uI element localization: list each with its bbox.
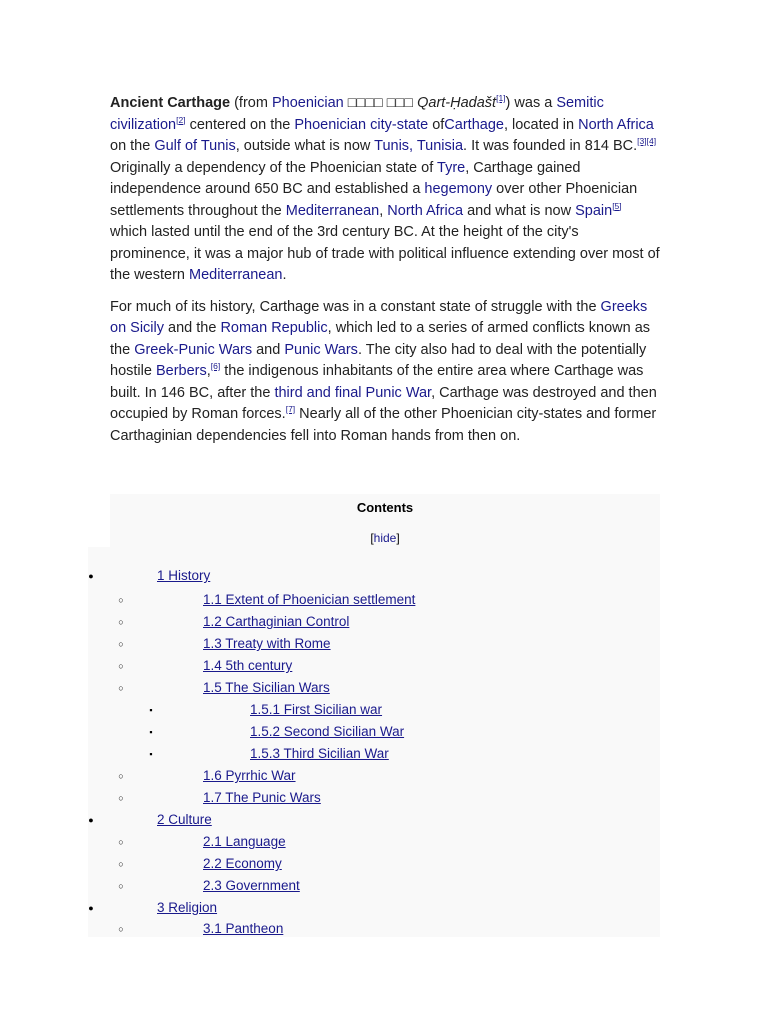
bullet-icon: ● bbox=[88, 815, 94, 825]
link-greeks-on-sicily[interactable]: Greeks on Sicily bbox=[110, 298, 648, 336]
bullet-icon: ▪ bbox=[149, 727, 153, 737]
article-body bbox=[110, 93, 662, 447]
link-spain[interactable]: Spain bbox=[575, 202, 613, 219]
link-tyre[interactable]: Tyre bbox=[437, 159, 466, 176]
toc-link-5th-century[interactable]: 1.4 5th century bbox=[203, 658, 293, 673]
ref-6[interactable]: [6] bbox=[210, 361, 221, 372]
toc-link-language[interactable]: 2.1 Language bbox=[203, 834, 286, 849]
link-punic-wars[interactable]: Punic Wars bbox=[284, 341, 358, 358]
link-semitic-civilization[interactable]: Semitic civilization bbox=[110, 95, 604, 133]
bullet-icon: ○ bbox=[118, 617, 124, 627]
bullet-icon: ▪ bbox=[149, 749, 153, 759]
link-greek-punic-wars[interactable]: Greek-Punic Wars bbox=[134, 341, 253, 358]
toc-title: Contents bbox=[356, 500, 414, 515]
intro-paragraph: Ancient Carthage (from Phoenician □□□□ □□□ Qart-Ḥadašt[1]) was a Semitic civilization[2] centered on the Phoenician city-state ofCarthage, located in North Africa on the Gulf of Tunis, outside what is now Tunis, Tunisia. It was founded in 814 BC.[3][4] Originally a dependency of the Phoenician state of Tyre, Carthage gained independence around 650 BC and established a hegemony over other Phoenician settlements throughout the Mediterranean, North Africa and what is now Spain[5] which lasted until the end of the 3rd century BC. At the height of the city's prominence, it was a major hub of trade with political influence extending over most of the western Mediterranean. bbox=[110, 93, 660, 283]
toc-link-sicilian-wars[interactable]: 1.5 The Sicilian Wars bbox=[203, 680, 330, 695]
toc-link-punic-wars[interactable]: 1.7 The Punic Wars bbox=[203, 790, 321, 805]
link-hegemony[interactable]: hegemony bbox=[424, 181, 493, 197]
bullet-icon: ● bbox=[88, 571, 94, 581]
bullet-icon: ○ bbox=[118, 881, 124, 891]
ref-4[interactable]: [4] bbox=[646, 136, 657, 147]
bullet-icon: ○ bbox=[118, 859, 124, 869]
toc-hide-link[interactable]: hide bbox=[373, 531, 397, 545]
toc-link-economy[interactable]: 2.2 Economy bbox=[203, 856, 282, 871]
ref-5[interactable]: [5] bbox=[612, 200, 622, 211]
bullet-icon: ○ bbox=[118, 595, 124, 605]
toc-link-pantheon[interactable]: 3.1 Pantheon bbox=[203, 921, 284, 936]
toc-link-culture[interactable]: 2 Culture bbox=[157, 812, 212, 827]
bullet-icon: ○ bbox=[118, 771, 124, 781]
toc-hide-toggle: [hide] bbox=[370, 531, 400, 545]
ref-3[interactable]: [3] bbox=[637, 136, 647, 147]
bullet-icon: ○ bbox=[118, 661, 124, 671]
link-carthage[interactable]: Carthage bbox=[444, 116, 504, 133]
bullet-icon: ▪ bbox=[149, 705, 153, 715]
link-third-punic-war[interactable]: third and final Punic War bbox=[274, 384, 432, 401]
bullet-icon: ○ bbox=[118, 639, 124, 649]
ref-7[interactable]: [7] bbox=[285, 404, 296, 415]
toc-link-second-sicilian[interactable]: 1.5.2 Second Sicilian War bbox=[250, 724, 405, 739]
link-phoenician-city-state[interactable]: Phoenician city-state bbox=[294, 116, 429, 133]
link-gulf-of-tunis[interactable]: Gulf of Tunis bbox=[154, 138, 236, 154]
toc-link-extent[interactable]: 1.1 Extent of Phoenician settlement bbox=[203, 592, 416, 607]
article-title: Ancient Carthage bbox=[110, 95, 231, 111]
bullet-icon: ○ bbox=[118, 837, 124, 847]
link-tunis-tunisia[interactable]: Tunis, Tunisia bbox=[374, 138, 464, 154]
history-paragraph: For much of its history, Carthage was in a constant state of struggle with the Greeks on Sicily and the Roman Republic, which led to a series of armed conflicts known as the Greek-Punic Wars and Punic Wars. The city also had to deal with the potentially hostile Berbers,[6] the indigenous inhabitants of the entire area where Carthage was built. In 146 BC, after the third and final Punic War, Carthage was destroyed and then occupied by Roman forces.[7] Nearly all of the other Phoenician city-states and former Carthaginian dependencies fell into Roman hands from then on. bbox=[110, 298, 657, 444]
toc-link-treaty[interactable]: 1.3 Treaty with Rome bbox=[203, 636, 331, 651]
link-mediterranean[interactable]: Mediterranean bbox=[285, 202, 380, 219]
bullet-icon: ● bbox=[88, 903, 94, 913]
bullet-icon: ○ bbox=[118, 793, 124, 803]
link-phoenician[interactable]: Phoenician bbox=[271, 95, 344, 111]
ref-1[interactable]: [1] bbox=[496, 93, 506, 104]
link-berbers[interactable]: Berbers bbox=[155, 363, 207, 379]
toc-link-first-sicilian[interactable]: 1.5.1 First Sicilian war bbox=[250, 702, 383, 717]
toc-link-history[interactable]: 1 History bbox=[157, 568, 211, 583]
bullet-icon: ○ bbox=[118, 683, 124, 693]
phoenician-name: Qart-Ḥadašt bbox=[417, 95, 497, 111]
toc-link-control[interactable]: 1.2 Carthaginian Control bbox=[203, 614, 350, 629]
toc-link-religion[interactable]: 3 Religion bbox=[157, 900, 218, 915]
link-mediterranean-2[interactable]: Mediterranean bbox=[189, 267, 283, 283]
link-north-africa-2[interactable]: North Africa bbox=[387, 202, 464, 219]
link-north-africa[interactable]: North Africa bbox=[578, 116, 654, 133]
toc-link-third-sicilian[interactable]: 1.5.3 Third Sicilian War bbox=[250, 746, 389, 761]
ref-2[interactable]: [2] bbox=[176, 114, 186, 125]
toc-link-government[interactable]: 2.3 Government bbox=[203, 878, 300, 893]
link-roman-republic[interactable]: Roman Republic bbox=[220, 320, 328, 336]
bullet-icon: ○ bbox=[118, 924, 124, 934]
toc-link-pyrrhic-war[interactable]: 1.6 Pyrrhic War bbox=[203, 768, 296, 783]
